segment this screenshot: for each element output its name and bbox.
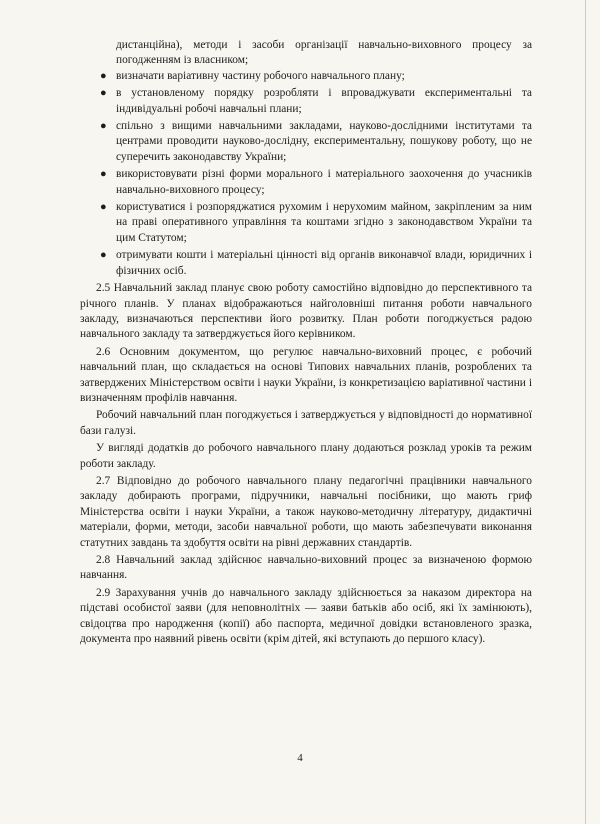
list-item [80,86,532,117]
page-number: 4 [297,752,303,764]
list-item [80,119,532,165]
bullet-icon: ● [100,201,107,214]
list-item-text: спільно з вищими навчальними закладами, науково-дослідними інститутами та центрами проводити науково-дослідну, експериментальну, пошукову роботу, що не суперечить законодавству України; [116,120,532,163]
list-item-text: визначати варіативну частину робочого навчального плану; [116,69,405,82]
list-item-text: користуватися і розпоряджатися рухомим і нерухомим майном, закріпленим за ним на праві оперативного управління та коштами згідно з законодавством України та цим Статутом; [116,201,532,244]
list-item-text: в установленому порядку розробляти і впроваджувати експериментальні та індивідуальні робочі навчальні плани; [116,87,532,115]
list-item-text: отримувати кошти і матеріальні цінності від органів виконавчої влади, юридичних і фізичних осіб. [116,249,532,277]
bullet-icon: ● [100,69,107,82]
paragraph-plan-approval: Робочий навчальний план погоджується і затверджується у відповідності до нормативної бази галузі. [80,409,532,437]
paragraph-2-7: 2.7 Відповідно до робочого навчального плану педагогічні працівники навчального закладу добирають програми, підручники, навчальні посібники, що мають гриф Міністерства освіти і науки України, а також науково-методичну літературу, дидактичні матеріали, форми, методи, засоби навчальної роботи, що мають забезпечувати виконання статутних завдань та здобуття освіти на рівні державних стандартів. [80,474,532,549]
paragraph-2-5: 2.5 Навчальний заклад планує свою роботу самостійно відповідно до перспективного та річного планів. У планах відображаються найголовніші питання роботи навчального закладу, визначаються перспективи його розвитку. План роботи погоджується радою навчального закладу та затверджується його керівником. [80,282,532,341]
bullet-icon: ● [100,87,107,100]
list-item [80,167,532,198]
paragraph-2-6: 2.6 Основним документом, що регулює навчально-виховний процес, є робочий навчальний план, що складається на основі Типових навчальних планів, розроблених та затверджених Міністерством освіти і науки України, із конкретизацією варіативної частини і визначенням профілів навчання. [80,345,532,404]
paragraph-2-8: 2.8 Навчальний заклад здійснює навчально-виховний процес за визначеною формою навчання. [80,554,532,582]
bullet-icon: ● [100,120,107,133]
continuation-text: дистанційна), методи і засоби організації навчально-виховного процесу за погодженням із власником; [116,39,532,67]
list-item [80,200,532,246]
paragraph-2-9: 2.9 Зарахування учнів до навчального закладу здійснюється за наказом директора на підставі особистої заяви (для неповнолітніх — заяви батьків або осіб, які їх замінюють), свідоцтва про народження (копії) або паспорта, медичної довідки встановленого зразка, документа про наявний рівень освіти (крім дітей, які вступають до першого класу). [80,586,532,646]
bullet-icon: ● [100,249,107,262]
list-item-text: використовувати різні форми морального і матеріального заохочення до учасників навчально-виховного процесу; [116,168,532,196]
bullet-icon: ● [100,168,107,181]
paragraph-plan-appendices: У вигляді додатків до робочого навчального плану додаються розклад уроків та режим роботи закладу. [80,442,532,470]
rights-list [80,69,532,279]
document-body [80,38,532,647]
list-item [80,248,532,279]
page-edge-line [585,0,586,824]
list-item [80,69,532,84]
